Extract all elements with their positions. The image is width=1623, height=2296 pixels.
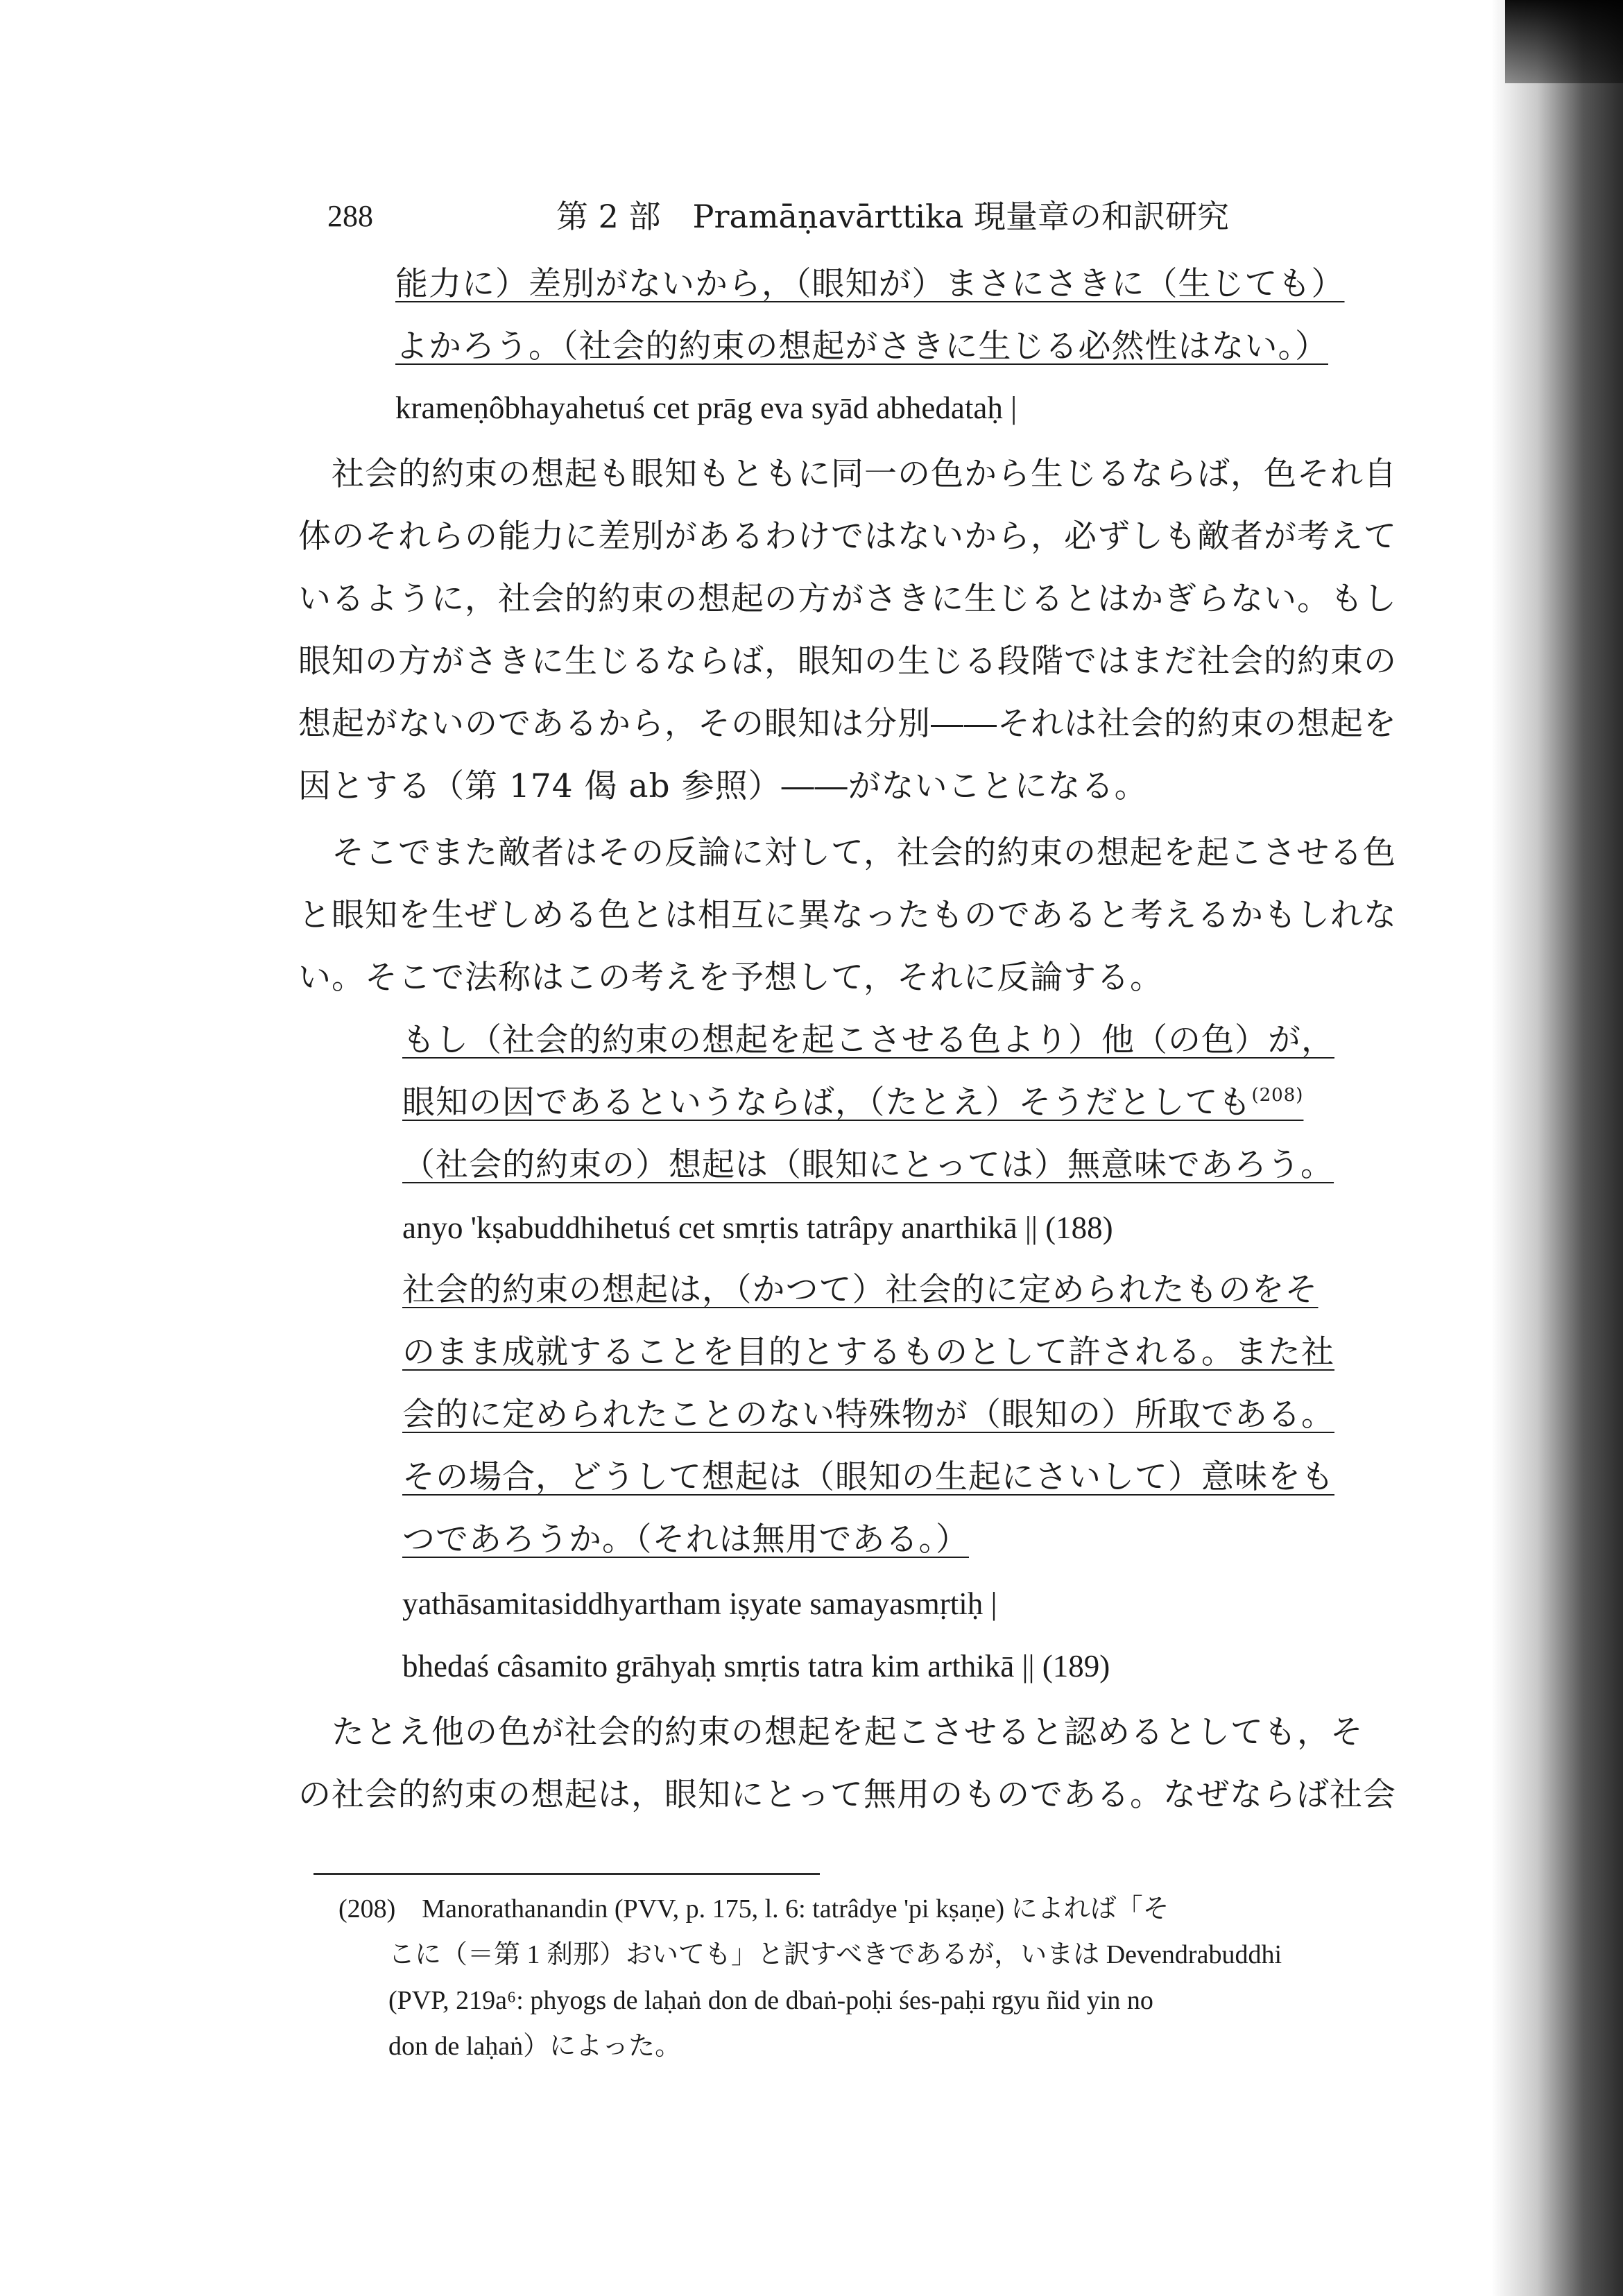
paragraph-line: 社会的約束の想起も眼知もともに同一の色から生じるならば，色それ自: [332, 455, 1397, 493]
page-edge-shadow: [1491, 0, 1623, 2296]
verse-line: もし（社会的約束の想起を起こさせる色より）他（の色）が，: [402, 1021, 1334, 1059]
verse-line: つであろうか。（それは無用である。）: [402, 1520, 969, 1559]
verse-line: その場合，どうして想起は（眼知の生起にさいして）意味をも: [402, 1458, 1334, 1496]
running-title: 第 2 部 Pramāṇavārttika 現量章の和訳研究: [556, 198, 1229, 235]
footnote-line: don de laḥaṅ）によった。: [388, 2032, 682, 2061]
paragraph-line: と眼知を生ぜしめる色とは相互に異なったものであると考えるかもしれな: [298, 896, 1397, 934]
paragraph-line: の社会的約束の想起は，眼知にとって無用のものである。なぜならば社会: [298, 1776, 1397, 1814]
paragraph-line: そこでまた敵者はその反論に対して，社会的約束の想起を起こさせる色: [332, 834, 1397, 872]
page-header: [327, 196, 1382, 244]
verse-line: よかろう。（社会的約束の想起がさきに生じる必然性はない。）: [395, 327, 1328, 366]
sanskrit-line: bhedaś câsamito grāhyaḥ smṛtis tatra kim arthikā || (189): [402, 1649, 1110, 1684]
verse-line-text: 眼知の因であるというならば，（たとえ）そうだとしても: [402, 1083, 1252, 1122]
verse-line: 会的に定められたことのない特殊物が（眼知の）所取である。: [402, 1396, 1334, 1434]
sanskrit-line: anyo 'kṣabuddhihetuś cet smṛtis tatrâpy anarthikā || (188): [402, 1210, 1113, 1245]
footnote-line: (208) Manorathanandin (PVV, p. 175, l. 6: tatrâdye 'pi kṣaṇe) によれば「そ: [338, 1894, 1169, 1924]
paragraph-line: たとえ他の色が社会的約束の想起を起こさせると認めるとしても，そ: [332, 1713, 1364, 1751]
footnote-line: こに（＝第 1 刹那）おいても」と訳すべきであるが，いまは Devendrabuddhi: [388, 1940, 1282, 1969]
paragraph-line: い。そこで法称はこの考えを予想して，それに反論する。: [298, 959, 1164, 997]
paragraph-line: いるように，社会的約束の想起の方がさきに生じるとはかぎらない。もし: [298, 580, 1397, 618]
paragraph-line: 体のそれらの能力に差別があるわけではないから，必ずしも敵者が考えて: [298, 517, 1397, 556]
paragraph-line: 因とする（第 174 偈 ab 参照）――がないことになる。: [298, 767, 1148, 805]
verse-line: 能力に）差別がないから，（眼知が）まさにさきに（生じても）: [395, 265, 1345, 303]
paragraph-line: 眼知の方がさきに生じるならば，眼知の生じる段階ではまだ社会的約束の: [298, 642, 1397, 680]
footnote-separator: [314, 1873, 820, 1875]
sanskrit-line: krameṇôbhayahetuś cet prāg eva syād abhedataḥ |: [395, 391, 1017, 425]
verse-line: [402, 1081, 1303, 1125]
verse-line: のまま成就することを目的とするものとして許される。また社: [402, 1333, 1334, 1371]
sanskrit-line: yathāsamitasiddhyartham iṣyate samayasmṛtiḥ |: [402, 1586, 997, 1621]
footnote-marker: (208): [1251, 1085, 1304, 1106]
footnote-line: (PVP, 219a⁶: phyogs de laḥaṅ don de dbaṅ-poḥi śes-paḥi rgyu ñid yin no: [388, 1986, 1153, 2015]
paragraph-line: 想起がないのであるから，その眼知は分別――それは社会的約束の想起を: [298, 705, 1397, 743]
verse-line: （社会的約束の）想起は（眼知にとっては）無意味であろう。: [402, 1146, 1334, 1184]
page-number: 288: [327, 199, 373, 233]
verse-line: 社会的約束の想起は，（かつて）社会的に定められたものをそ: [402, 1271, 1319, 1309]
